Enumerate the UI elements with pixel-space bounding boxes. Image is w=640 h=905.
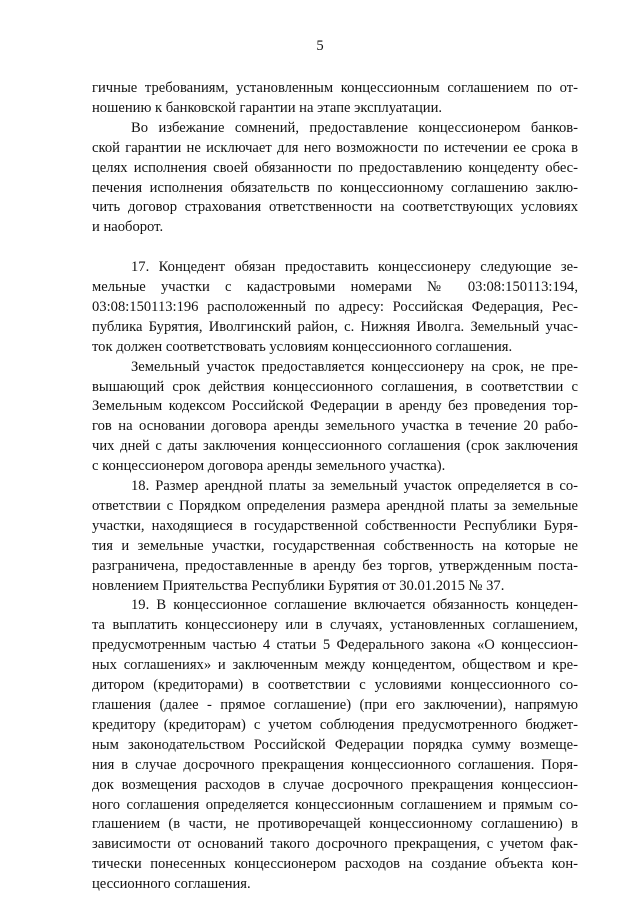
text-line: ской гарантии не исключает для него возможности по истечении ее срока в [92, 140, 578, 156]
text-line: чить договор страхования ответственности на соответствующих условиях [92, 199, 578, 215]
text-line: мельные участки с кадастровыми номерами № 03:08:150113:194, [92, 279, 578, 295]
text-line: и наоборот. [92, 219, 164, 235]
text-line: ния в случае досрочного прекращения концессионного соглашения. Поря- [92, 757, 578, 773]
text-line: ответствии с Порядком определения размера арендной платы за земельные [92, 498, 578, 514]
text-line: ных соглашениях» и заключенным между концедентом, обществом и кре- [92, 657, 578, 673]
text-line: 18. Размер арендной платы за земельный участок определяется в со- [131, 478, 578, 494]
text-line: печения исполнения обязательств по концессионному соглашению заклю- [92, 180, 578, 196]
page-number: 5 [316, 38, 324, 54]
text-line: ток должен соответствовать условиям концессионного соглашения. [92, 339, 513, 355]
text-line: новлением Приятельства Республики Бурятия от 30.01.2015 № 37. [92, 578, 505, 594]
text-line: та выплатить концессионеру или в случаях, установленных соглашением, [92, 617, 578, 633]
text-line: цессионного соглашения. [92, 876, 251, 892]
text-line: дитором (кредиторами) в соответствии с условиями концессионного со- [92, 677, 578, 693]
text-line: вышающий срок действия концессионного соглашения, в соответствии с [92, 379, 578, 395]
text-line: Во избежание сомнений, предоставление концессионером банков- [131, 120, 578, 136]
text-line: Земельным кодексом Российской Федерации в аренду без проведения тор- [92, 398, 578, 414]
text-line: 17. Концедент обязан предоставить концессионеру следующие зе- [131, 259, 578, 275]
text-line: кредитору (кредиторам) с учетом соблюдения предусмотренного бюджет- [92, 717, 578, 733]
text-line: публика Бурятия, Иволгинский район, с. Нижняя Иволга. Земельный учас- [92, 319, 578, 335]
text-line: ношению к банковской гарантии на этапе эксплуатации. [92, 100, 443, 116]
text-line: чих дней с даты заключения концессионного соглашения (срок заключения [92, 438, 578, 454]
text-line: участки, находящиеся в государственной собственности Республики Буря- [92, 518, 578, 534]
text-line: зависимости от оснований такого досрочного прекращения, с учетом фак- [92, 836, 578, 852]
text-line: 03:08:150113:196 расположенный по адресу: Российская Федерация, Рес- [92, 299, 578, 315]
text-line: ного соглашения определяется концессионным соглашением и прямым со- [92, 797, 578, 813]
text-line: гичные требованиям, установленным концессионным соглашением по от- [92, 80, 578, 96]
text-line: глашением (в части, не противоречащей концессионному соглашению) в [92, 816, 578, 832]
text-line: тия и земельные участки, государственная собственность на которые не [92, 538, 578, 554]
text-line: с концессионером договора аренды земельного участка). [92, 458, 446, 474]
text-line: тически понесенных концессионером расходов на создание объекта кон- [92, 856, 578, 872]
text-line: предусмотренным частью 4 статьи 5 Федерального закона «О концессион- [92, 637, 578, 653]
text-line: целях исполнения своей обязанности по предоставлению концеденту обес- [92, 160, 578, 176]
text-line: гов на основании договора аренды земельного участка в течение 20 рабо- [92, 418, 578, 434]
text-line: ным законодательством Российской Федерации порядка сумму возмеще- [92, 737, 578, 753]
text-line: глашения (далее - прямое соглашение) (при его заключении), напрямую [92, 697, 578, 713]
text-line: 19. В концессионное соглашение включается обязанность концеден- [131, 597, 578, 613]
text-line: док возмещения расходов в случае досрочного прекращения концессион- [92, 777, 578, 793]
text-line: разграничена, предоставленные в аренду без торгов, утвержденным поста- [92, 558, 578, 574]
text-line: Земельный участок предоставляется концессионеру на срок, не пре- [131, 359, 578, 375]
